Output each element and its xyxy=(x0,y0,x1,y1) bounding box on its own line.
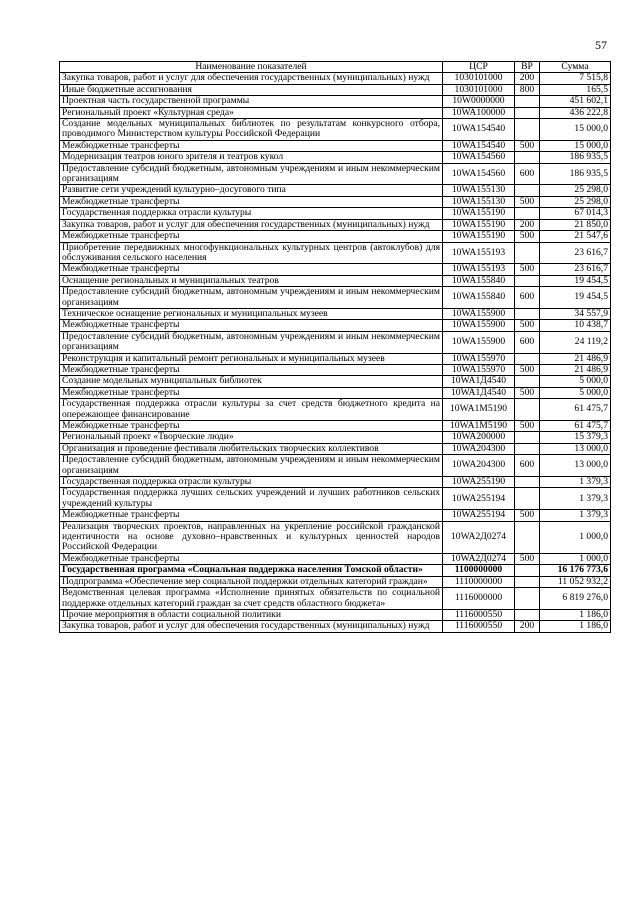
cell-name: Межбюджетные трансферты xyxy=(60,421,443,432)
table-row xyxy=(60,119,611,141)
cell-sum: 186 935,5 xyxy=(540,163,611,185)
cell-name: Государственная поддержка отрасли культуры за счет средств бюджетного кредита на опережающее финансирование xyxy=(60,399,443,421)
cell-sum: 34 557,9 xyxy=(540,308,611,319)
table-row xyxy=(60,443,611,454)
table-row xyxy=(60,488,611,510)
cell-vr xyxy=(515,588,540,610)
cell-vr: 500 xyxy=(515,196,540,207)
cell-sum: 15 000,0 xyxy=(540,140,611,151)
table-row xyxy=(60,421,611,432)
cell-csr: 10WA2Д0274 xyxy=(443,553,515,564)
page-number: 57 xyxy=(595,38,607,52)
cell-name: Приобретение передвижных многофункциональных культурных центров (автоклубов) для обслуживания сельского населения xyxy=(60,242,443,264)
cell-csr: 10WA155970 xyxy=(443,353,515,364)
cell-vr xyxy=(515,609,540,620)
cell-sum: 1 000,0 xyxy=(540,521,611,553)
cell-csr: 10WA255194 xyxy=(443,488,515,510)
cell-csr: 10WA154560 xyxy=(443,152,515,163)
cell-name: Закупка товаров, работ и услуг для обеспечения государственных (муниципальных) нужд xyxy=(60,73,443,84)
cell-name: Оснащение региональных и муниципальных театров xyxy=(60,275,443,286)
cell-vr: 500 xyxy=(515,364,540,375)
header-vr: ВР xyxy=(515,62,540,73)
header-sum: Сумма xyxy=(540,62,611,73)
cell-name: Организация и проведение фестиваля любительских творческих коллективов xyxy=(60,443,443,454)
cell-sum: 1 379,3 xyxy=(540,510,611,521)
cell-csr: 10WA155193 xyxy=(443,264,515,275)
table-row xyxy=(60,331,611,353)
cell-name: Межбюджетные трансферты xyxy=(60,231,443,242)
cell-csr: 10WA204300 xyxy=(443,455,515,477)
cell-csr: 10WA154560 xyxy=(443,163,515,185)
cell-vr xyxy=(515,152,540,163)
table-row xyxy=(60,455,611,477)
cell-csr: 1116000000 xyxy=(443,588,515,610)
cell-csr: 10WA2Д0274 xyxy=(443,521,515,553)
cell-name: Государственная поддержка лучших сельских учреждений и лучших работников сельских учреждений культуры xyxy=(60,488,443,510)
cell-csr: 1116000550 xyxy=(443,621,515,632)
cell-name: Межбюджетные трансферты xyxy=(60,510,443,521)
cell-csr: 10WA1Д4540 xyxy=(443,387,515,398)
cell-vr: 600 xyxy=(515,331,540,353)
cell-vr: 600 xyxy=(515,287,540,309)
cell-csr: 10WA155190 xyxy=(443,208,515,219)
table-row xyxy=(60,287,611,309)
cell-name: Межбюджетные трансферты xyxy=(60,140,443,151)
cell-sum: 19 454,5 xyxy=(540,275,611,286)
cell-vr: 500 xyxy=(515,140,540,151)
cell-sum: 13 000,0 xyxy=(540,443,611,454)
table-row xyxy=(60,308,611,319)
table-row xyxy=(60,208,611,219)
cell-name: Закупка товаров, работ и услуг для обеспечения государственных (муниципальных) нужд xyxy=(60,621,443,632)
table-row xyxy=(60,242,611,264)
table-body xyxy=(60,73,611,632)
cell-vr: 200 xyxy=(515,621,540,632)
cell-vr: 500 xyxy=(515,421,540,432)
table-row xyxy=(60,521,611,553)
cell-name: Государственная программа «Социальная поддержка населения Томской области» xyxy=(60,565,443,576)
cell-vr xyxy=(515,376,540,387)
cell-vr xyxy=(515,443,540,454)
cell-sum: 186 935,5 xyxy=(540,152,611,163)
cell-vr xyxy=(515,477,540,488)
cell-sum: 61 475,7 xyxy=(540,421,611,432)
cell-sum: 25 298,0 xyxy=(540,185,611,196)
cell-vr xyxy=(515,119,540,141)
cell-name: Межбюджетные трансферты xyxy=(60,364,443,375)
cell-sum: 5 000,0 xyxy=(540,387,611,398)
cell-csr: 10WA1Д4540 xyxy=(443,376,515,387)
cell-vr: 500 xyxy=(515,387,540,398)
cell-name: Региональный проект «Творческие люди» xyxy=(60,432,443,443)
cell-name: Предоставление субсидий бюджетным, автономным учреждениям и иным некоммерческим организациям xyxy=(60,163,443,185)
cell-name: Проектная часть государственной программы xyxy=(60,96,443,107)
cell-vr: 500 xyxy=(515,231,540,242)
cell-sum: 436 222,8 xyxy=(540,107,611,118)
cell-sum: 61 475,7 xyxy=(540,399,611,421)
cell-sum: 23 616,7 xyxy=(540,264,611,275)
cell-name: Государственная поддержка отрасли культуры xyxy=(60,477,443,488)
header-name: Наименование показателей xyxy=(60,62,443,73)
cell-csr: 1030101000 xyxy=(443,84,515,95)
cell-sum: 1 186,0 xyxy=(540,621,611,632)
cell-name: Региональный проект «Культурная среда» xyxy=(60,107,443,118)
cell-csr: 10WA154540 xyxy=(443,119,515,141)
cell-csr: 1100000000 xyxy=(443,565,515,576)
cell-name: Иные бюджетные ассигнования xyxy=(60,84,443,95)
cell-name: Создание модельных муниципальных библиотек xyxy=(60,376,443,387)
table-row xyxy=(60,185,611,196)
table-row xyxy=(60,588,611,610)
table-row xyxy=(60,387,611,398)
cell-vr xyxy=(515,565,540,576)
cell-csr: 10WA155130 xyxy=(443,196,515,207)
table-row xyxy=(60,275,611,286)
table-row xyxy=(60,510,611,521)
cell-vr xyxy=(515,353,540,364)
table-row xyxy=(60,107,611,118)
cell-name: Реализация творческих проектов, направленных на укрепление российской гражданской идентичности на основе духовно–нравственных и культурных ценностей народов Российской Федерации xyxy=(60,521,443,553)
cell-csr: 10WA155900 xyxy=(443,308,515,319)
table-row xyxy=(60,264,611,275)
cell-csr: 10WA155840 xyxy=(443,287,515,309)
cell-sum: 67 014,3 xyxy=(540,208,611,219)
cell-name: Прочие мероприятия в области социальной политики xyxy=(60,609,443,620)
cell-sum: 21 850,0 xyxy=(540,219,611,230)
cell-vr xyxy=(515,521,540,553)
cell-csr: 10WA200000 xyxy=(443,432,515,443)
cell-name: Подпрограмма «Обеспечение мер социальной поддержки отдельных категорий граждан» xyxy=(60,576,443,587)
cell-vr xyxy=(515,242,540,264)
cell-name: Межбюджетные трансферты xyxy=(60,196,443,207)
cell-name: Ведомственная целевая программа «Исполнение принятых обязательств по социальной поддержке отдельных категорий граждан за счет средств областного бюджета» xyxy=(60,588,443,610)
cell-sum: 1 186,0 xyxy=(540,609,611,620)
cell-csr: 1110000000 xyxy=(443,576,515,587)
cell-name: Техническое оснащение региональных и муниципальных музеев xyxy=(60,308,443,319)
cell-vr: 500 xyxy=(515,553,540,564)
cell-csr: 1030101000 xyxy=(443,73,515,84)
cell-sum: 21 486,9 xyxy=(540,353,611,364)
cell-vr xyxy=(515,96,540,107)
table-row xyxy=(60,621,611,632)
cell-vr: 500 xyxy=(515,264,540,275)
cell-vr xyxy=(515,275,540,286)
cell-sum: 6 819 276,0 xyxy=(540,588,611,610)
table-row xyxy=(60,477,611,488)
cell-csr: 10WA155193 xyxy=(443,242,515,264)
cell-csr: 10WA155190 xyxy=(443,219,515,230)
table-row xyxy=(60,609,611,620)
cell-sum: 15 379,3 xyxy=(540,432,611,443)
cell-name: Предоставление субсидий бюджетным, автономным учреждениям и иным некоммерческим организациям xyxy=(60,287,443,309)
table-row xyxy=(60,84,611,95)
cell-name: Предоставление субсидий бюджетным, автономным учреждениям и иным некоммерческим организациям xyxy=(60,331,443,353)
table-row xyxy=(60,163,611,185)
table-row xyxy=(60,140,611,151)
cell-sum: 5 000,0 xyxy=(540,376,611,387)
cell-sum: 21 486,9 xyxy=(540,364,611,375)
cell-vr xyxy=(515,488,540,510)
budget-table xyxy=(59,61,611,633)
cell-name: Модернизация театров юного зрителя и театров кукол xyxy=(60,152,443,163)
cell-vr: 500 xyxy=(515,510,540,521)
cell-csr: 10WA155900 xyxy=(443,331,515,353)
cell-sum: 1 379,3 xyxy=(540,477,611,488)
table-row xyxy=(60,231,611,242)
cell-csr: 10WA204300 xyxy=(443,443,515,454)
cell-name: Реконструкция и капитальный ремонт региональных и муниципальных музеев xyxy=(60,353,443,364)
table-row xyxy=(60,196,611,207)
cell-vr: 600 xyxy=(515,455,540,477)
table-row xyxy=(60,553,611,564)
cell-csr: 10WA155840 xyxy=(443,275,515,286)
table-row xyxy=(60,96,611,107)
cell-vr xyxy=(515,399,540,421)
cell-sum: 16 176 773,6 xyxy=(540,565,611,576)
cell-vr xyxy=(515,107,540,118)
cell-csr: 10WA255194 xyxy=(443,510,515,521)
cell-vr xyxy=(515,576,540,587)
cell-vr xyxy=(515,185,540,196)
cell-csr: 10WA155130 xyxy=(443,185,515,196)
cell-vr xyxy=(515,208,540,219)
table-row xyxy=(60,73,611,84)
cell-csr: 10WA155970 xyxy=(443,364,515,375)
cell-vr: 600 xyxy=(515,163,540,185)
cell-sum: 25 298,0 xyxy=(540,196,611,207)
table-header-row xyxy=(60,62,611,73)
cell-sum: 1 379,3 xyxy=(540,488,611,510)
cell-name: Закупка товаров, работ и услуг для обеспечения государственных (муниципальных) нужд xyxy=(60,219,443,230)
table-row xyxy=(60,364,611,375)
cell-csr: 10WA155900 xyxy=(443,320,515,331)
cell-sum: 11 052 932,2 xyxy=(540,576,611,587)
cell-csr: 10WA1M5190 xyxy=(443,399,515,421)
cell-sum: 24 119,2 xyxy=(540,331,611,353)
table-row xyxy=(60,399,611,421)
cell-vr: 200 xyxy=(515,219,540,230)
cell-sum: 15 000,0 xyxy=(540,119,611,141)
cell-sum: 1 000,0 xyxy=(540,553,611,564)
cell-vr: 500 xyxy=(515,320,540,331)
table-row xyxy=(60,152,611,163)
table-row xyxy=(60,565,611,576)
cell-name: Межбюджетные трансферты xyxy=(60,264,443,275)
table-row xyxy=(60,576,611,587)
cell-csr: 10WA154540 xyxy=(443,140,515,151)
table-row xyxy=(60,376,611,387)
cell-sum: 21 547,6 xyxy=(540,231,611,242)
cell-vr: 200 xyxy=(515,73,540,84)
cell-name: Межбюджетные трансферты xyxy=(60,553,443,564)
cell-name: Межбюджетные трансферты xyxy=(60,320,443,331)
cell-csr: 10WA255190 xyxy=(443,477,515,488)
cell-name: Государственная поддержка отрасли культуры xyxy=(60,208,443,219)
cell-sum: 19 454,5 xyxy=(540,287,611,309)
cell-sum: 165,5 xyxy=(540,84,611,95)
cell-sum: 10 438,7 xyxy=(540,320,611,331)
cell-csr: 10WA1M5190 xyxy=(443,421,515,432)
cell-name: Межбюджетные трансферты xyxy=(60,387,443,398)
table-row xyxy=(60,353,611,364)
cell-name: Создание модельных муниципальных библиотек по результатам конкурсного отбора, проводимого Министерством культуры Российской Федерации xyxy=(60,119,443,141)
header-csr: ЦСР xyxy=(443,62,515,73)
cell-name: Развитие сети учреждений культурно–досугового типа xyxy=(60,185,443,196)
cell-name: Предоставление субсидий бюджетным, автономным учреждениям и иным некоммерческим организациям xyxy=(60,455,443,477)
cell-sum: 451 602,1 xyxy=(540,96,611,107)
cell-csr: 10W0000000 xyxy=(443,96,515,107)
cell-sum: 23 616,7 xyxy=(540,242,611,264)
cell-vr xyxy=(515,308,540,319)
cell-vr xyxy=(515,432,540,443)
cell-csr: 1116000550 xyxy=(443,609,515,620)
table-row xyxy=(60,320,611,331)
table-row xyxy=(60,219,611,230)
cell-sum: 7 515,8 xyxy=(540,73,611,84)
table-row xyxy=(60,432,611,443)
cell-sum: 13 000,0 xyxy=(540,455,611,477)
cell-csr: 10WA155190 xyxy=(443,231,515,242)
cell-csr: 10WA100000 xyxy=(443,107,515,118)
cell-vr: 800 xyxy=(515,84,540,95)
